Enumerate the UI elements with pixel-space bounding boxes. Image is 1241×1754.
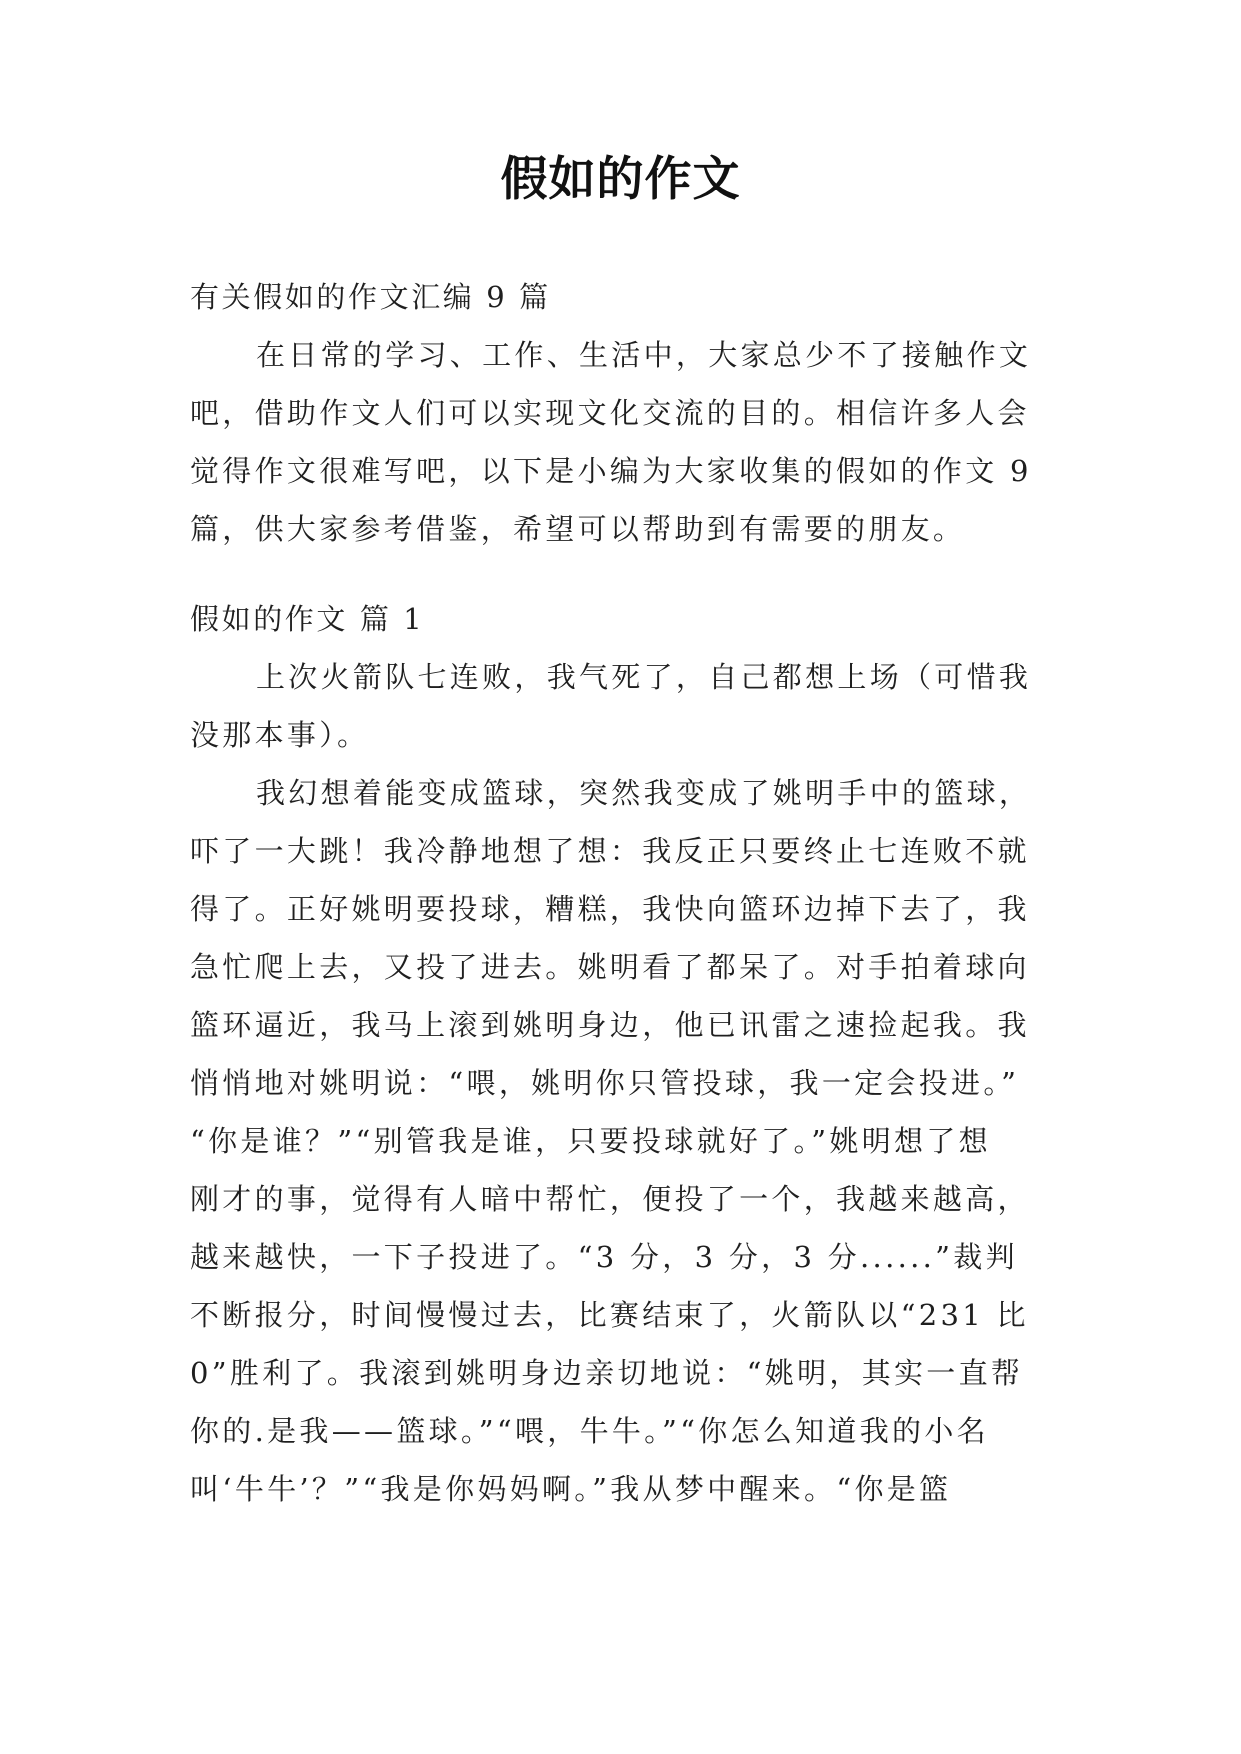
intro-paragraph [190,326,1052,558]
paragraph-line: 我幻想着能变成篮球，突然我变成了姚明手中的篮球， [256,776,1032,810]
paragraph-1 [190,648,1052,764]
document-title: 假如的作文 [500,152,741,207]
intro-line: 吧，借助作文人们可以实现文化交流的目的。相信许多人会 [190,396,1030,430]
paragraph-line: 不断报分，时间慢慢过去，比赛结束了，火箭队以“231 比 [190,1298,1029,1332]
paragraph-line: 上次火箭队七连败，我气死了，自己都想上场（可惜我 [256,660,1032,694]
paragraph-line: 篮环逼近，我马上滚到姚明身边，他已讯雷之速捡起我。我 [190,1008,1030,1042]
paragraph-line: 急忙爬上去，又投了进去。姚明看了都呆了。对手拍着球向 [190,950,1030,984]
paragraph-line: 吓了一大跳！我冷静地想了想：我反正只要终止七连败不就 [190,834,1030,868]
intro-heading: 有关假如的作文汇编 9 篇 [190,280,551,314]
section-heading: 假如的作文 篇 1 [190,602,425,636]
paragraph-line: 叫‘牛牛’？”“我是你妈妈啊。”我从梦中醒来。“你是篮 [190,1472,952,1506]
paragraph-line: 没那本事）。 [190,718,370,752]
intro-line: 在日常的学习、工作、生活中，大家总少不了接触作文 [256,338,1032,372]
paragraph-line: 得了。正好姚明要投球，糟糕，我快向篮环边掉下去了，我 [190,892,1030,926]
paragraph-line: 越来越快，一下子投进了。“3 分，3 分，3 分......”裁判 [190,1240,1018,1274]
paragraph-line: 悄悄地对姚明说：“喂，姚明你只管投球，我一定会投进。” [190,1066,1020,1100]
intro-line: 篇，供大家参考借鉴，希望可以帮助到有需要的朋友。 [190,512,966,546]
section-heading-block [190,590,1052,648]
intro-heading-block [190,268,1052,326]
paragraph-2 [190,764,1052,1518]
paragraph-line: 你的.是我——篮球。”“喂，牛牛。”“你怎么知道我的小名 [190,1414,989,1448]
paragraph-line: “你是谁？”“别管我是谁，只要投球就好了。”姚明想了想 [190,1124,991,1158]
paragraph-line: 刚才的事，觉得有人暗中帮忙，便投了一个，我越来越高， [190,1182,1030,1216]
paragraph-line: 0”胜利了。我滚到姚明身边亲切地说：“姚明，其实一直帮 [190,1356,1024,1390]
intro-line: 觉得作文很难写吧，以下是小编为大家收集的假如的作文 9 [190,454,1032,488]
